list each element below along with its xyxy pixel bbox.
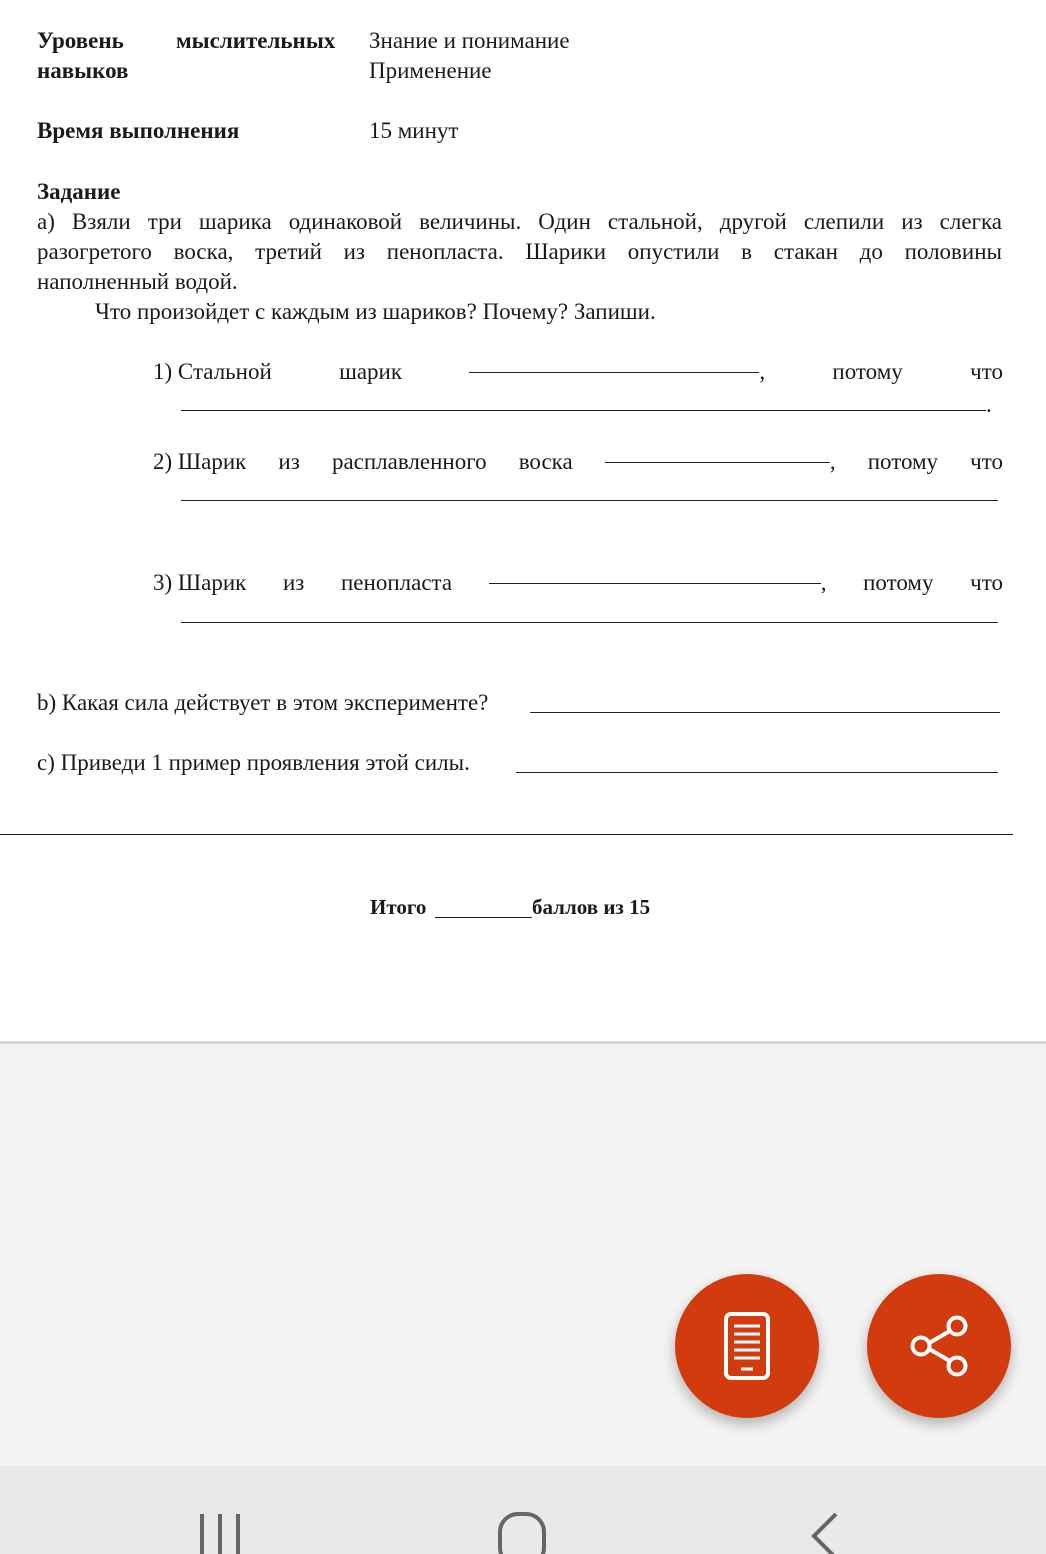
separator-line [0,834,1013,835]
navigation-bar [0,1466,1046,1554]
level-value-1: Знание и понимание [369,28,570,53]
question-b-answer-line[interactable] [530,712,1000,713]
item-2-word-1: 2) Шарик [153,449,247,474]
answer-item-3 [153,568,1003,598]
share-button[interactable] [867,1274,1011,1418]
document-icon [707,1306,787,1386]
item-1-because-2: что [970,359,1003,384]
task-a-line-3: наполненный водой. [37,269,238,294]
question-c: с) Приведи 1 пример проявления этой силы. [37,750,470,775]
item-1-reason-line[interactable] [181,410,986,411]
item-3-word-2: из [282,570,305,595]
item-1-because-1: потому [832,359,903,384]
item-2-comma: , [829,449,836,474]
task-title: Задание [37,179,121,204]
item-1-end-mark: . [986,392,992,417]
item-2-word-2: из [278,449,300,474]
task-a-line-2: разогретого воска, третий из пенопласта. Шарики опустили в стакан до половины [37,239,1002,264]
item-3-comma: , [820,570,827,595]
page-edge [0,1041,1046,1044]
recent-apps-icon[interactable] [190,1506,250,1554]
item-2-because-1: потому [867,449,939,474]
item-1-answer-blank[interactable] [469,372,759,373]
item-2-word-4: воска [518,449,573,474]
item-3-word-1: 3) Шарик [153,570,247,595]
item-3-word-3: пенопласта [341,570,453,595]
level-label-word2: мыслительных [176,28,336,53]
time-value: 15 минут [369,118,459,143]
task-a-line-1: а) Взяли три шарика одинаковой величины. Один стальной, другой слепили из слегка [37,209,1002,234]
item-3-reason-line[interactable] [181,622,998,623]
time-label: Время выполнения [37,118,240,143]
level-value-2: Применение [369,58,492,83]
question-c-answer-line[interactable] [516,772,998,773]
item-1-word-1: 1) Стальной [153,359,272,384]
total-label: Итого [370,895,427,919]
level-label-word1: Уровень [37,28,124,53]
item-2-because-2: что [970,449,1003,474]
item-3-because-1: потому [863,570,934,595]
answer-item-2 [153,447,1003,477]
total-score-blank[interactable] [435,917,532,918]
item-1-word-2: шарик [339,359,403,384]
document-view-button[interactable] [675,1274,819,1418]
item-2-reason-line[interactable] [181,500,998,501]
item-2-answer-blank[interactable] [605,462,830,463]
task-question: Что произойдет с каждым из шариков? Почему? Запиши. [95,299,656,324]
item-3-because-2: что [970,570,1003,595]
level-label-word3: навыков [37,58,129,83]
question-b: b) Какая сила действует в этом эксперименте? [37,690,489,715]
item-2-word-3: расплавленного [331,449,487,474]
back-icon[interactable] [798,1506,854,1554]
item-3-answer-blank[interactable] [489,583,821,584]
answer-item-1 [153,357,1003,387]
home-icon[interactable] [490,1506,554,1554]
item-1-comma: , [759,359,766,384]
share-icon [899,1306,979,1386]
total-suffix: баллов из 15 [532,895,651,919]
